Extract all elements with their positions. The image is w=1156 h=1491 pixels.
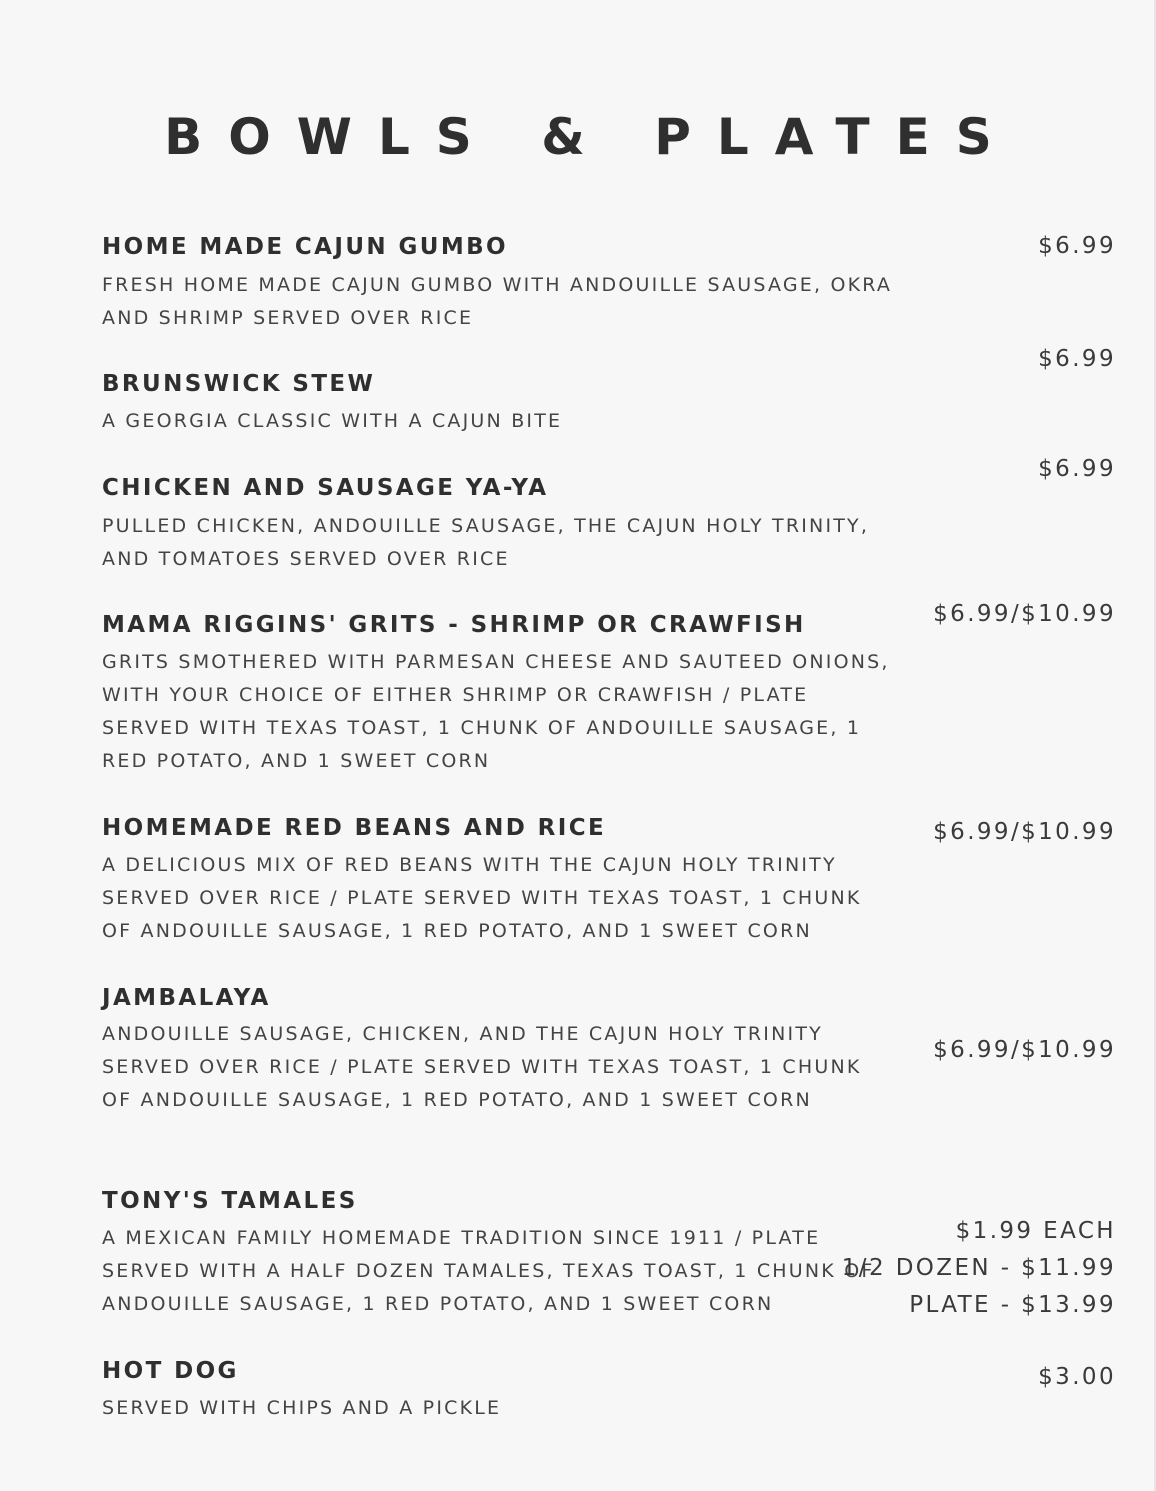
price-line: $6.99 [1038, 233, 1116, 259]
item-price [1038, 1359, 1116, 1396]
item-description [102, 405, 562, 438]
description-line: SERVED OVER RICE / PLATE SERVED WITH TEXAS TOAST, 1 CHUNK [102, 1056, 862, 1078]
description-line: ANDOUILLE SAUSAGE, 1 RED POTATO, AND 1 SWEET CORN [102, 1293, 774, 1315]
item-name: TONY'S TAMALES [102, 1188, 358, 1214]
description-line: AND TOMATOES SERVED OVER RICE [102, 548, 510, 570]
description-line: RED POTATO, AND 1 SWEET CORN [102, 750, 491, 772]
description-line: ANDOUILLE SAUSAGE, CHICKEN, AND THE CAJUN HOLY TRINITY [102, 1023, 823, 1045]
description-line: A GEORGIA CLASSIC WITH A CAJUN BITE [102, 410, 563, 432]
page-title: BOWLS & PLATES [164, 108, 1018, 166]
item-description [102, 849, 862, 948]
price-line: PLATE - $13.99 [909, 1292, 1116, 1318]
description-line: FRESH HOME MADE CAJUN GUMBO WITH ANDOUILLE SAUSAGE, OKRA [102, 274, 893, 296]
description-line: SERVED WITH CHIPS AND A PICKLE [102, 1397, 502, 1419]
item-price [933, 596, 1116, 633]
item-price [842, 1213, 1116, 1324]
price-line: $6.99/$10.99 [933, 1037, 1116, 1063]
description-line: SERVED WITH TEXAS TOAST, 1 CHUNK OF ANDOUILLE SAUSAGE, 1 [102, 717, 862, 739]
description-line: PULLED CHICKEN, ANDOUILLE SAUSAGE, THE CAJUN HOLY TRINITY, [102, 515, 870, 537]
item-name: JAMBALAYA [102, 985, 271, 1011]
description-line: GRITS SMOTHERED WITH PARMESAN CHEESE AND SAUTEED ONIONS, [102, 651, 890, 673]
item-name: BRUNSWICK STEW [102, 371, 376, 397]
description-line: OF ANDOUILLE SAUSAGE, 1 RED POTATO, AND 1 SWEET CORN [102, 1089, 812, 1111]
description-line: WITH YOUR CHOICE OF EITHER SHRIMP OR CRAWFISH / PLATE [102, 684, 809, 706]
item-price [933, 1032, 1116, 1069]
item-name: HOME MADE CAJUN GUMBO [102, 234, 509, 260]
description-line: AND SHRIMP SERVED OVER RICE [102, 307, 474, 329]
description-line: A MEXICAN FAMILY HOMEMADE TRADITION SINCE 1911 / PLATE [102, 1227, 821, 1249]
price-line: 1/2 DOZEN - $11.99 [841, 1255, 1116, 1281]
item-description [102, 1222, 875, 1321]
item-price [1038, 341, 1116, 378]
description-line: OF ANDOUILLE SAUSAGE, 1 RED POTATO, AND 1 SWEET CORN [102, 920, 812, 942]
item-description [102, 1392, 501, 1425]
description-line: SERVED WITH A HALF DOZEN TAMALES, TEXAS TOAST, 1 CHUNK OF [102, 1260, 875, 1282]
price-line: $6.99/$10.99 [933, 601, 1116, 627]
price-line: $6.99 [1038, 346, 1116, 372]
item-price [933, 814, 1116, 851]
price-line: $3.00 [1038, 1364, 1116, 1390]
item-price [1038, 451, 1116, 488]
item-description [102, 1018, 862, 1117]
price-line: $6.99/$10.99 [933, 819, 1116, 845]
item-description [102, 646, 890, 778]
item-description [102, 269, 892, 335]
description-line: A DELICIOUS MIX OF RED BEANS WITH THE CAJUN HOLY TRINITY [102, 854, 837, 876]
item-description [102, 510, 869, 576]
description-line: SERVED OVER RICE / PLATE SERVED WITH TEXAS TOAST, 1 CHUNK [102, 887, 862, 909]
price-line: $1.99 EACH [955, 1218, 1116, 1244]
item-price [1038, 228, 1116, 265]
item-name: HOT DOG [102, 1358, 239, 1384]
item-name: MAMA RIGGINS' GRITS - SHRIMP OR CRAWFISH [102, 612, 806, 638]
price-line: $6.99 [1038, 456, 1116, 482]
item-name: HOMEMADE RED BEANS AND RICE [102, 815, 607, 841]
item-name: CHICKEN AND SAUSAGE YA-YA [102, 475, 549, 501]
